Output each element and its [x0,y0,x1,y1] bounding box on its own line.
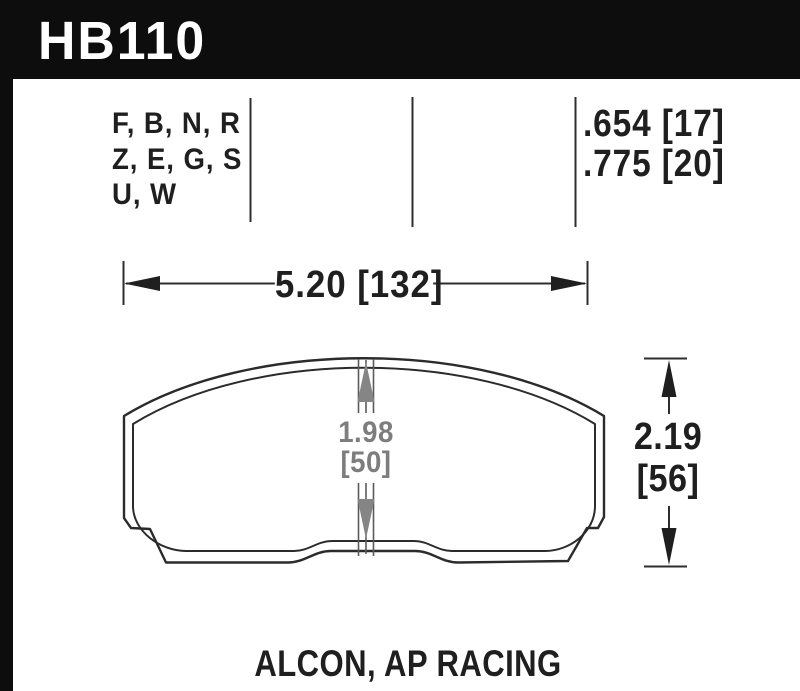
thickness-value-2: .775 [20] [583,143,725,185]
compound-codes-line-2: Z, E, G, S [112,142,243,176]
applications-text: ALCON, AP RACING [254,643,562,684]
center-height-dimension-label [302,418,431,478]
left-arrowhead-icon [124,276,160,291]
pad-thickness-values [583,104,725,184]
down-arrowhead-gray-icon [358,499,375,539]
overall-height-bracket: [56] [636,458,700,500]
compound-codes-line-1: F, B, N, R [112,107,241,140]
down-arrowhead-icon [662,528,677,565]
up-arrowhead-icon [662,360,677,397]
right-arrowhead-icon [551,276,587,291]
width-dimension-label: 5.20 [132] [274,264,444,306]
overall-height-value: 2.19 [633,416,703,458]
center-height-value: 1.98 [338,416,394,449]
column-dividers [251,97,576,227]
part-number: HB110 [38,11,207,71]
compound-codes-line-3: U, W [112,178,178,211]
center-height-bracket: [50] [340,446,392,479]
thickness-value-1: .654 [17] [583,103,725,145]
compound-codes [112,106,242,213]
overall-height-dimension-label [605,416,731,500]
